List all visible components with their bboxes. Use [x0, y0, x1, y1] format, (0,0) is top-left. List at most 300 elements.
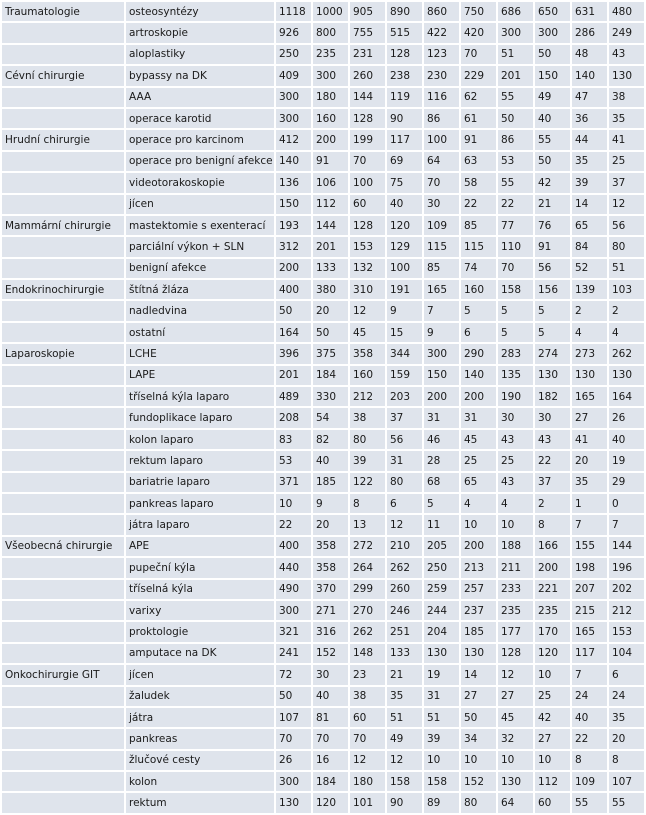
- category-cell: [2, 408, 124, 427]
- value-cell: 860: [424, 2, 459, 21]
- table-row: [2, 323, 644, 342]
- table-row: [2, 772, 644, 791]
- value-cell: 116: [424, 88, 459, 107]
- value-cell: 136: [276, 173, 311, 192]
- value-cell: 56: [387, 430, 422, 449]
- value-cell: 215: [572, 601, 607, 620]
- value-cell: 5: [535, 301, 570, 320]
- value-cell: 358: [350, 344, 385, 363]
- value-cell: 70: [424, 173, 459, 192]
- value-cell: 9: [313, 494, 348, 513]
- value-cell: 205: [424, 537, 459, 556]
- value-cell: 198: [572, 558, 607, 577]
- value-cell: 300: [276, 109, 311, 128]
- value-cell: 10: [461, 515, 496, 534]
- value-cell: 25: [609, 152, 644, 171]
- value-cell: 272: [350, 537, 385, 556]
- procedure-cell: bypassy na DK: [126, 66, 274, 85]
- table-row: [2, 109, 644, 128]
- value-cell: 132: [350, 259, 385, 278]
- value-cell: 184: [313, 366, 348, 385]
- value-cell: 39: [572, 173, 607, 192]
- value-cell: 22: [276, 515, 311, 534]
- value-cell: 109: [424, 216, 459, 235]
- procedure-cell: fundoplikace laparo: [126, 408, 274, 427]
- value-cell: 400: [276, 537, 311, 556]
- table-row: [2, 366, 644, 385]
- value-cell: 12: [387, 515, 422, 534]
- value-cell: 110: [498, 237, 533, 256]
- procedure-cell: aloplastiky: [126, 45, 274, 64]
- value-cell: 5: [461, 301, 496, 320]
- value-cell: 201: [313, 237, 348, 256]
- category-cell: [2, 451, 124, 470]
- value-cell: 25: [461, 451, 496, 470]
- value-cell: 200: [276, 259, 311, 278]
- value-cell: 37: [609, 173, 644, 192]
- procedure-cell: osteosyntézy: [126, 2, 274, 21]
- value-cell: 20: [313, 301, 348, 320]
- value-cell: 7: [609, 515, 644, 534]
- value-cell: 190: [498, 387, 533, 406]
- value-cell: 107: [609, 772, 644, 791]
- value-cell: 300: [535, 23, 570, 42]
- value-cell: 237: [461, 601, 496, 620]
- value-cell: 260: [387, 580, 422, 599]
- value-cell: 50: [461, 708, 496, 727]
- value-cell: 246: [387, 601, 422, 620]
- value-cell: 273: [572, 344, 607, 363]
- value-cell: 300: [498, 23, 533, 42]
- value-cell: 490: [276, 580, 311, 599]
- value-cell: 905: [350, 2, 385, 21]
- value-cell: 185: [461, 622, 496, 641]
- value-cell: 123: [424, 45, 459, 64]
- value-cell: 40: [609, 430, 644, 449]
- value-cell: 140: [461, 366, 496, 385]
- category-cell: [2, 622, 124, 641]
- value-cell: 130: [461, 644, 496, 663]
- procedure-cell: operace pro karcinom: [126, 130, 274, 149]
- value-cell: 21: [535, 195, 570, 214]
- category-cell: [2, 558, 124, 577]
- value-cell: 890: [387, 2, 422, 21]
- value-cell: 251: [387, 622, 422, 641]
- value-cell: 128: [498, 644, 533, 663]
- value-cell: 480: [609, 2, 644, 21]
- value-cell: 30: [424, 195, 459, 214]
- table-row: [2, 708, 644, 727]
- value-cell: 271: [313, 601, 348, 620]
- category-cell: [2, 152, 124, 171]
- value-cell: 130: [609, 66, 644, 85]
- value-cell: 420: [461, 23, 496, 42]
- procedure-cell: rektum laparo: [126, 451, 274, 470]
- value-cell: 140: [572, 66, 607, 85]
- value-cell: 164: [276, 323, 311, 342]
- procedure-cell: nadledvina: [126, 301, 274, 320]
- value-cell: 200: [313, 130, 348, 149]
- value-cell: 165: [572, 622, 607, 641]
- value-cell: 120: [387, 216, 422, 235]
- procedure-cell: rektum: [126, 793, 274, 812]
- value-cell: 100: [387, 259, 422, 278]
- value-cell: 112: [313, 195, 348, 214]
- value-cell: 262: [609, 344, 644, 363]
- value-cell: 130: [276, 793, 311, 812]
- value-cell: 117: [572, 644, 607, 663]
- value-cell: 117: [387, 130, 422, 149]
- procedure-cell: AAA: [126, 88, 274, 107]
- value-cell: 235: [535, 601, 570, 620]
- value-cell: 21: [387, 665, 422, 684]
- table-row: [2, 280, 644, 299]
- table-row: [2, 195, 644, 214]
- value-cell: 8: [609, 751, 644, 770]
- value-cell: 250: [424, 558, 459, 577]
- procedure-cell: operace karotid: [126, 109, 274, 128]
- value-cell: 180: [350, 772, 385, 791]
- value-cell: 199: [350, 130, 385, 149]
- value-cell: 84: [572, 237, 607, 256]
- value-cell: 7: [572, 515, 607, 534]
- value-cell: 412: [276, 130, 311, 149]
- table-body: [2, 2, 644, 813]
- value-cell: 686: [498, 2, 533, 21]
- category-cell: [2, 387, 124, 406]
- value-cell: 91: [313, 152, 348, 171]
- value-cell: 10: [498, 515, 533, 534]
- value-cell: 204: [424, 622, 459, 641]
- value-cell: 30: [535, 408, 570, 427]
- value-cell: 63: [461, 152, 496, 171]
- value-cell: 201: [276, 366, 311, 385]
- value-cell: 153: [609, 622, 644, 641]
- table-row: [2, 729, 644, 748]
- value-cell: 80: [461, 793, 496, 812]
- value-cell: 158: [498, 280, 533, 299]
- value-cell: 155: [572, 537, 607, 556]
- value-cell: 299: [350, 580, 385, 599]
- value-cell: 120: [535, 644, 570, 663]
- value-cell: 50: [498, 109, 533, 128]
- value-cell: 4: [461, 494, 496, 513]
- value-cell: 371: [276, 473, 311, 492]
- value-cell: 115: [461, 237, 496, 256]
- value-cell: 43: [535, 430, 570, 449]
- value-cell: 29: [609, 473, 644, 492]
- value-cell: 70: [313, 729, 348, 748]
- value-cell: 55: [498, 173, 533, 192]
- table-row: [2, 473, 644, 492]
- value-cell: 321: [276, 622, 311, 641]
- value-cell: 86: [424, 109, 459, 128]
- table-row: [2, 430, 644, 449]
- value-cell: 210: [387, 537, 422, 556]
- value-cell: 120: [313, 793, 348, 812]
- procedure-cell: kolon: [126, 772, 274, 791]
- value-cell: 244: [424, 601, 459, 620]
- value-cell: 27: [572, 408, 607, 427]
- procedure-cell: játra: [126, 708, 274, 727]
- value-cell: 34: [461, 729, 496, 748]
- value-cell: 45: [350, 323, 385, 342]
- value-cell: 1118: [276, 2, 311, 21]
- value-cell: 40: [572, 708, 607, 727]
- value-cell: 129: [387, 237, 422, 256]
- value-cell: 51: [498, 45, 533, 64]
- value-cell: 70: [461, 45, 496, 64]
- category-cell: [2, 88, 124, 107]
- table-row: [2, 45, 644, 64]
- value-cell: 22: [535, 451, 570, 470]
- value-cell: 52: [572, 259, 607, 278]
- value-cell: 100: [350, 173, 385, 192]
- value-cell: 750: [461, 2, 496, 21]
- value-cell: 15: [387, 323, 422, 342]
- value-cell: 153: [350, 237, 385, 256]
- value-cell: 50: [313, 323, 348, 342]
- value-cell: 8: [350, 494, 385, 513]
- value-cell: 212: [609, 601, 644, 620]
- value-cell: 358: [313, 558, 348, 577]
- value-cell: 12: [609, 195, 644, 214]
- value-cell: 77: [498, 216, 533, 235]
- value-cell: 241: [276, 644, 311, 663]
- value-cell: 130: [609, 366, 644, 385]
- table-row: [2, 344, 644, 363]
- value-cell: 9: [387, 301, 422, 320]
- value-cell: 24: [572, 687, 607, 706]
- value-cell: 9: [424, 323, 459, 342]
- value-cell: 150: [535, 66, 570, 85]
- value-cell: 38: [350, 408, 385, 427]
- value-cell: 158: [387, 772, 422, 791]
- value-cell: 165: [572, 387, 607, 406]
- value-cell: 12: [350, 301, 385, 320]
- value-cell: 191: [387, 280, 422, 299]
- value-cell: 12: [498, 665, 533, 684]
- value-cell: 396: [276, 344, 311, 363]
- value-cell: 10: [498, 751, 533, 770]
- procedure-cell: žaludek: [126, 687, 274, 706]
- value-cell: 115: [424, 237, 459, 256]
- value-cell: 20: [609, 729, 644, 748]
- value-cell: 51: [609, 259, 644, 278]
- value-cell: 207: [572, 580, 607, 599]
- value-cell: 262: [350, 622, 385, 641]
- procedure-cell: artroskopie: [126, 23, 274, 42]
- value-cell: 55: [572, 793, 607, 812]
- value-cell: 35: [609, 109, 644, 128]
- value-cell: 27: [498, 687, 533, 706]
- value-cell: 41: [609, 130, 644, 149]
- category-cell: [2, 323, 124, 342]
- value-cell: 80: [350, 430, 385, 449]
- value-cell: 25: [535, 687, 570, 706]
- value-cell: 22: [498, 195, 533, 214]
- value-cell: 81: [313, 708, 348, 727]
- category-cell: [2, 751, 124, 770]
- value-cell: 300: [276, 601, 311, 620]
- value-cell: 40: [535, 109, 570, 128]
- value-cell: 1: [572, 494, 607, 513]
- value-cell: 50: [276, 687, 311, 706]
- value-cell: 64: [498, 793, 533, 812]
- category-cell: [2, 23, 124, 42]
- category-cell: [2, 45, 124, 64]
- value-cell: 56: [535, 259, 570, 278]
- value-cell: 150: [276, 195, 311, 214]
- value-cell: 13: [350, 515, 385, 534]
- value-cell: 53: [276, 451, 311, 470]
- value-cell: 1000: [313, 2, 348, 21]
- value-cell: 19: [424, 665, 459, 684]
- value-cell: 330: [313, 387, 348, 406]
- value-cell: 422: [424, 23, 459, 42]
- value-cell: 31: [424, 687, 459, 706]
- value-cell: 31: [424, 408, 459, 427]
- procedure-cell: proktologie: [126, 622, 274, 641]
- value-cell: 23: [350, 665, 385, 684]
- value-cell: 290: [461, 344, 496, 363]
- value-cell: 6: [387, 494, 422, 513]
- category-cell: [2, 195, 124, 214]
- table-row: [2, 2, 644, 21]
- category-cell: [2, 237, 124, 256]
- value-cell: 130: [535, 366, 570, 385]
- value-cell: 82: [313, 430, 348, 449]
- value-cell: 50: [535, 152, 570, 171]
- value-cell: 208: [276, 408, 311, 427]
- category-cell: Laparoskopie: [2, 344, 124, 363]
- value-cell: 45: [498, 708, 533, 727]
- value-cell: 200: [461, 537, 496, 556]
- value-cell: 62: [461, 88, 496, 107]
- value-cell: 300: [424, 344, 459, 363]
- value-cell: 7: [424, 301, 459, 320]
- value-cell: 202: [609, 580, 644, 599]
- value-cell: 283: [498, 344, 533, 363]
- value-cell: 130: [572, 366, 607, 385]
- value-cell: 5: [424, 494, 459, 513]
- value-cell: 74: [461, 259, 496, 278]
- value-cell: 42: [535, 173, 570, 192]
- value-cell: 158: [424, 772, 459, 791]
- table-row: [2, 130, 644, 149]
- value-cell: 38: [350, 687, 385, 706]
- value-cell: 20: [572, 451, 607, 470]
- value-cell: 409: [276, 66, 311, 85]
- value-cell: 182: [535, 387, 570, 406]
- category-cell: [2, 109, 124, 128]
- value-cell: 133: [313, 259, 348, 278]
- value-cell: 4: [572, 323, 607, 342]
- table-row: [2, 494, 644, 513]
- category-cell: Endokrinochirurgie: [2, 280, 124, 299]
- procedure-cell: parciální výkon + SLN: [126, 237, 274, 256]
- value-cell: 11: [424, 515, 459, 534]
- table-row: [2, 216, 644, 235]
- value-cell: 49: [535, 88, 570, 107]
- table-row: [2, 793, 644, 812]
- value-cell: 148: [350, 644, 385, 663]
- value-cell: 344: [387, 344, 422, 363]
- value-cell: 8: [535, 515, 570, 534]
- value-cell: 10: [461, 751, 496, 770]
- value-cell: 310: [350, 280, 385, 299]
- value-cell: 211: [498, 558, 533, 577]
- value-cell: 86: [498, 130, 533, 149]
- value-cell: 122: [350, 473, 385, 492]
- value-cell: 200: [424, 387, 459, 406]
- table-row: [2, 644, 644, 663]
- table-row: [2, 23, 644, 42]
- value-cell: 89: [424, 793, 459, 812]
- value-cell: 106: [313, 173, 348, 192]
- value-cell: 358: [313, 537, 348, 556]
- value-cell: 101: [350, 793, 385, 812]
- value-cell: 170: [535, 622, 570, 641]
- value-cell: 128: [387, 45, 422, 64]
- table-row: [2, 580, 644, 599]
- value-cell: 130: [424, 644, 459, 663]
- value-cell: 152: [461, 772, 496, 791]
- value-cell: 156: [535, 280, 570, 299]
- value-cell: 257: [461, 580, 496, 599]
- value-cell: 42: [535, 708, 570, 727]
- category-cell: Traumatologie: [2, 2, 124, 21]
- value-cell: 10: [276, 494, 311, 513]
- table-row: [2, 66, 644, 85]
- value-cell: 0: [609, 494, 644, 513]
- table-row: [2, 558, 644, 577]
- value-cell: 30: [498, 408, 533, 427]
- value-cell: 41: [572, 430, 607, 449]
- value-cell: 200: [535, 558, 570, 577]
- category-cell: Onkochirurgie GIT: [2, 665, 124, 684]
- procedure-cell: mastektomie s exenterací: [126, 216, 274, 235]
- value-cell: 109: [572, 772, 607, 791]
- value-cell: 139: [572, 280, 607, 299]
- value-cell: 107: [276, 708, 311, 727]
- value-cell: 36: [572, 109, 607, 128]
- table-row: [2, 687, 644, 706]
- value-cell: 128: [350, 216, 385, 235]
- value-cell: 238: [387, 66, 422, 85]
- value-cell: 12: [350, 751, 385, 770]
- value-cell: 150: [424, 366, 459, 385]
- category-cell: [2, 772, 124, 791]
- category-cell: [2, 580, 124, 599]
- category-cell: [2, 366, 124, 385]
- value-cell: 16: [313, 751, 348, 770]
- value-cell: 70: [350, 729, 385, 748]
- value-cell: 160: [461, 280, 496, 299]
- value-cell: 800: [313, 23, 348, 42]
- value-cell: 69: [387, 152, 422, 171]
- value-cell: 144: [609, 537, 644, 556]
- value-cell: 164: [609, 387, 644, 406]
- value-cell: 56: [609, 216, 644, 235]
- value-cell: 61: [461, 109, 496, 128]
- table-row: [2, 88, 644, 107]
- value-cell: 90: [387, 109, 422, 128]
- value-cell: 43: [498, 430, 533, 449]
- value-cell: 229: [461, 66, 496, 85]
- value-cell: 80: [609, 237, 644, 256]
- value-cell: 60: [350, 708, 385, 727]
